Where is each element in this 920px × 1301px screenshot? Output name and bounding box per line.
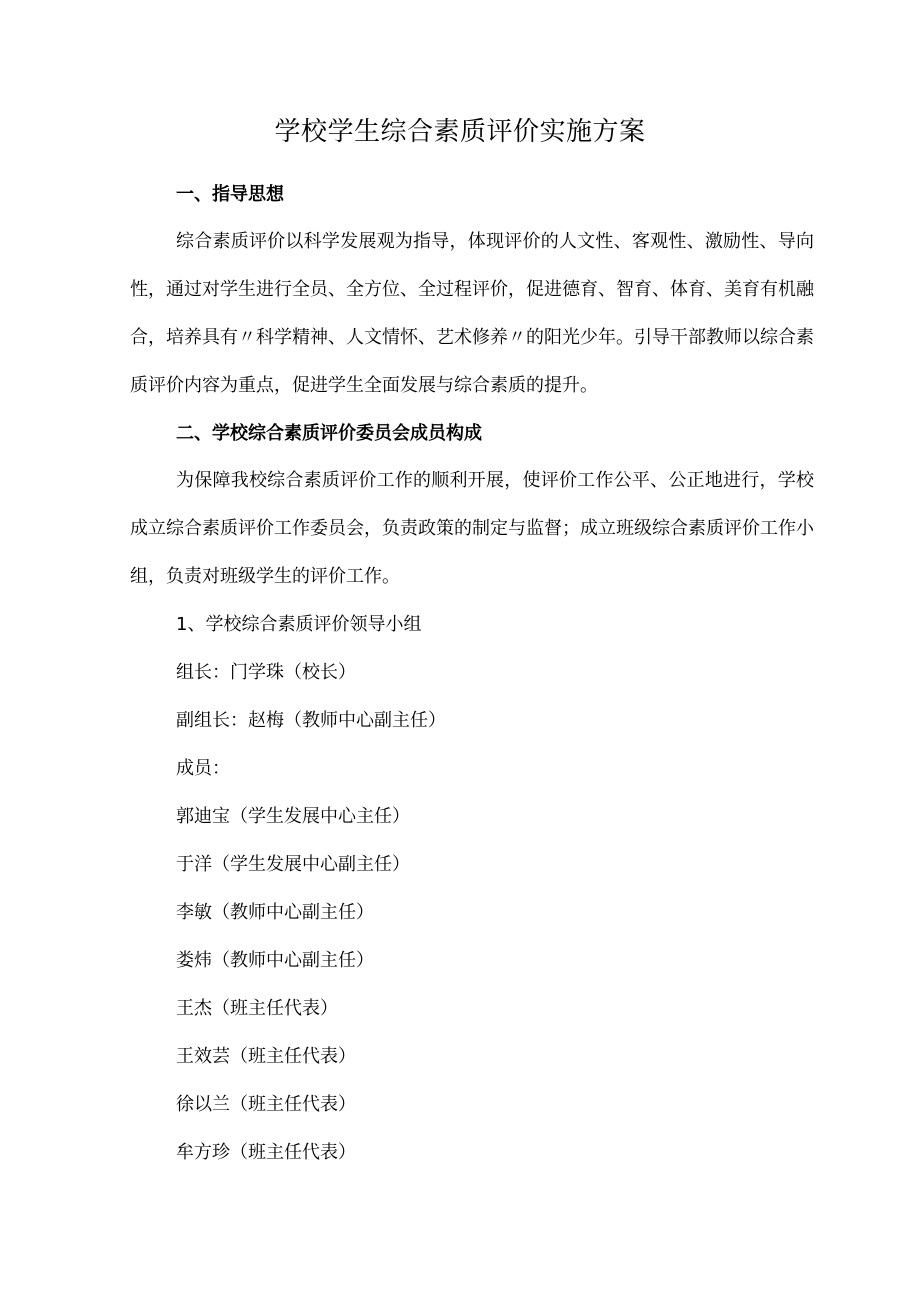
section-2-paragraph: 为保障我校综合素质评价工作的顺利开展，使评价工作公平、公正地进行，学校成立综合素质评价工作委员会，负责政策的制定与监督；成立班级综合素质评价工作小组，负责对班级学生的评价工作。 — [130, 470, 814, 587]
member-item: 郭迪宝（学生发展中心主任） — [176, 806, 410, 827]
section-1-paragraph: 综合素质评价以科学发展观为指导，体现评价的人文性、客观性、激励性、导向性，通过对学生进行全员、全方位、全过程评价，促进德育、智育、体育、美育有机融合，培养具有〃科学精神、人文情怀、艺术修养〃的阳光少年。引导干部教师以综合素质评价内容为重点，促进学生全面发展与综合素质的提升。 — [130, 231, 814, 396]
member-item: 徐以兰（班主任代表） — [176, 1094, 356, 1115]
members-label: 成员： — [176, 758, 230, 779]
member-item: 牟方珍（班主任代表） — [176, 1142, 356, 1163]
member-item: 于洋（学生发展中心副主任） — [176, 854, 410, 875]
member-item: 王效芸（班主任代表） — [176, 1046, 356, 1067]
document-title: 学校学生综合素质评价实施方案 — [274, 117, 646, 147]
member-item: 李敏（教师中心副主任） — [176, 902, 374, 923]
group-leader: 组长：门学珠（校长） — [176, 662, 356, 683]
subsection-heading: 1、学校综合素质评价领导小组 — [176, 614, 422, 635]
deputy-leader: 副组长：赵梅（教师中心副主任） — [176, 710, 446, 731]
section-1-heading: 一、指导思想 — [176, 184, 284, 205]
section-2-heading: 二、学校综合素质评价委员会成员构成 — [176, 423, 482, 444]
member-item: 王杰（班主任代表） — [176, 998, 338, 1019]
member-item: 娄炜（教师中心副主任） — [176, 950, 374, 971]
